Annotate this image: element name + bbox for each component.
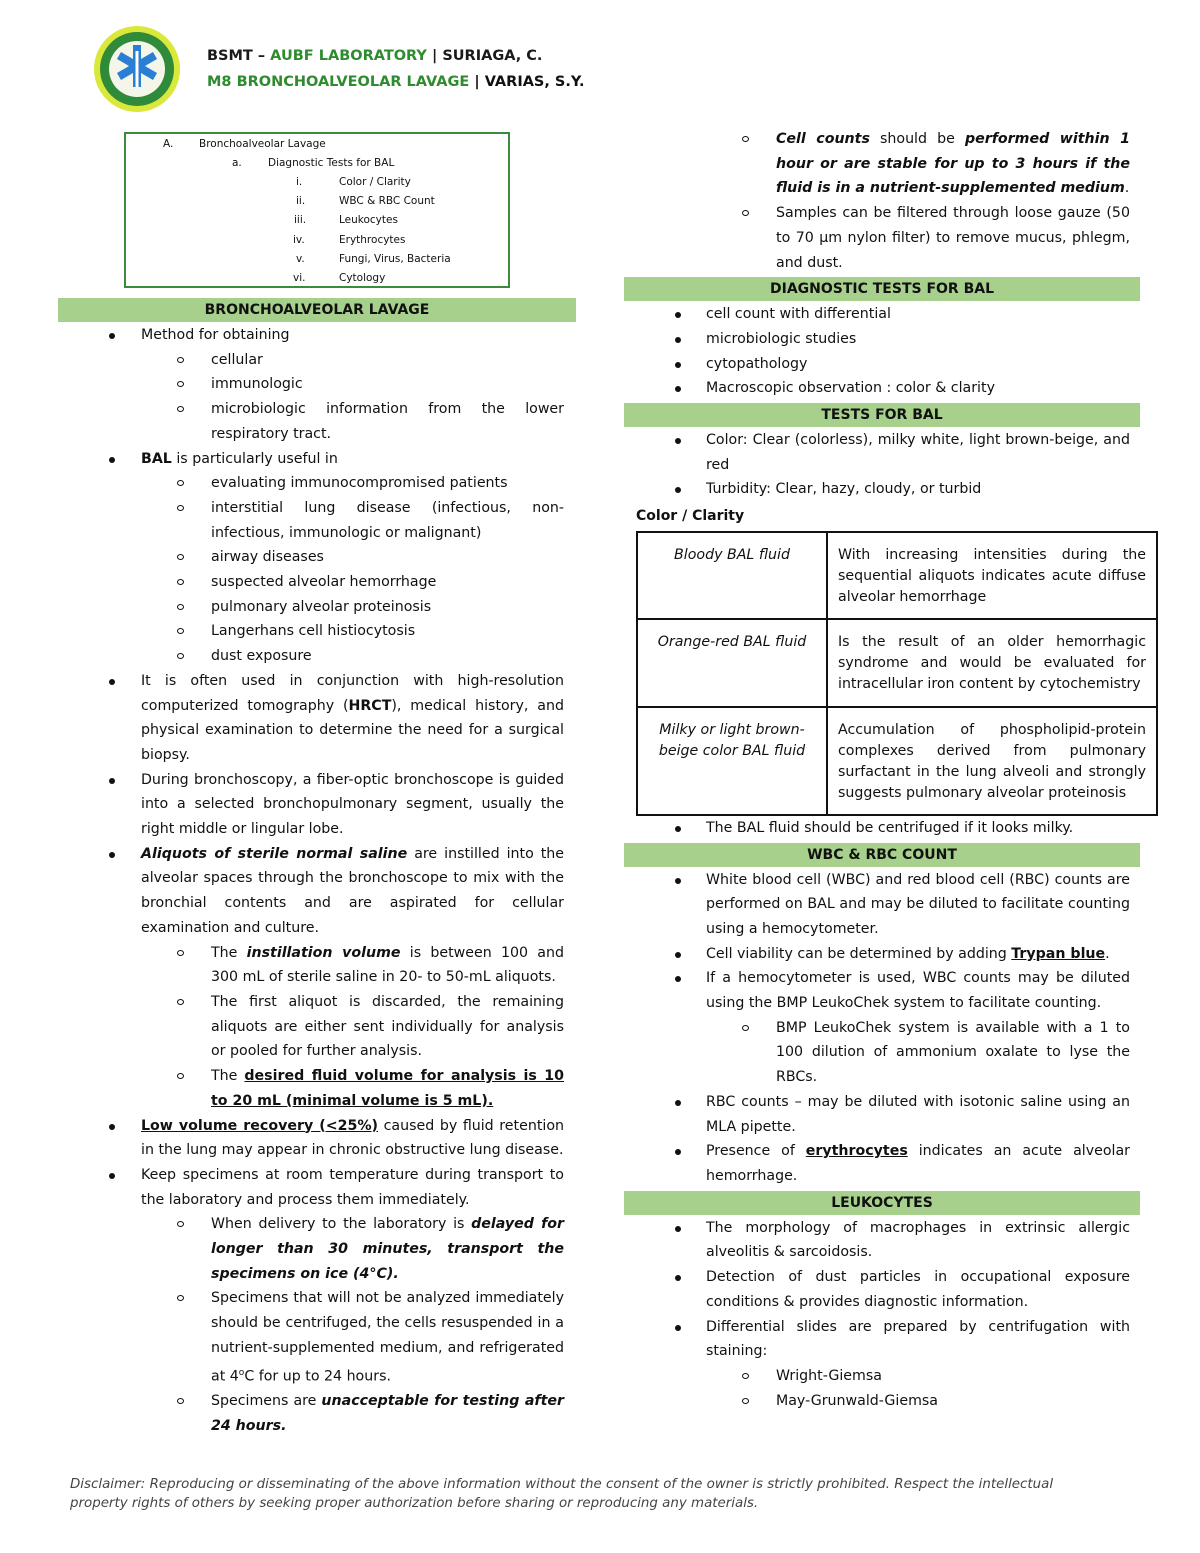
table-row: Orange-red BAL fluid Is the result of an older hemorrhagic syndrome and would be evaluated for intracellular iron content by cytochemistry	[637, 619, 1157, 707]
list-item: If a hemocytometer is used, WBC counts may be diluted using the BMP LeukoChek system to facilitate counting.	[624, 966, 1140, 1015]
list-item: Wright-Giemsa	[624, 1364, 1140, 1389]
list-item: Langerhans cell histiocytosis	[58, 619, 576, 644]
list-item: Low volume recovery (<25%) caused by fluid retention in the lung may appear in chronic obstructive lung disease.	[58, 1114, 576, 1163]
list-item: The BAL fluid should be centrifuged if it looks milky.	[624, 816, 1140, 841]
list-item: The desired fluid volume for analysis is 10 to 20 mL (minimal volume is 5 mL).	[58, 1064, 576, 1113]
list-item: Specimens are unacceptable for testing after 24 hours.	[58, 1389, 576, 1438]
list-item: pulmonary alveolar proteinosis	[58, 595, 576, 620]
list-item: It is often used in conjunction with high-resolution computerized tomography (HRCT), medical history, and physical examination to determine the need for a surgical biopsy.	[58, 669, 576, 768]
left-column	[58, 296, 576, 1438]
list-item: During bronchoscopy, a fiber-optic bronchoscope is guided into a selected bronchopulmonary segment, usually the right middle or lingular lobe.	[58, 768, 576, 842]
list-item: Keep specimens at room temperature during transport to the laboratory and process them immediately.	[58, 1163, 576, 1212]
list-item: evaluating immunocompromised patients	[58, 471, 576, 496]
list-item: The instillation volume is between 100 and 300 mL of sterile saline in 20- to 50-mL aliquots.	[58, 941, 576, 990]
list-item: BMP LeukoChek system is available with a 1 to 100 dilution of ammonium oxalate to lyse the RBCs.	[624, 1016, 1140, 1090]
header-line-1: BSMT – AUBF LABORATORY | SURIAGA, C.	[207, 48, 543, 64]
section-heading-diagnostic: DIAGNOSTIC TESTS FOR BAL	[624, 277, 1140, 301]
list-item: airway diseases	[58, 545, 576, 570]
list-item: Macroscopic observation : color & clarity	[624, 376, 1140, 401]
list-item: Color: Clear (colorless), milky white, light brown-beige, and red	[624, 428, 1140, 477]
table-of-contents: A. Bronchoalveolar Lavage a. Diagnostic Tests for BAL i. Color / Clarity ii. WBC & RBC Count iii. Leukocytes iv. Erythrocytes v. Fungi, Virus, Bacteria vi. Cytology	[124, 132, 510, 288]
disclaimer: Disclaimer: Reproducing or disseminating of the above information without the consent of the owner is strictly prohibited. Respect the intellectual property rights of others by seeking proper authorization before sharing or reproducing any materials.	[70, 1477, 1054, 1511]
list-item: Turbidity: Clear, hazy, cloudy, or turbid	[624, 477, 1140, 502]
list-item: RBC counts – may be diluted with isotonic saline using an MLA pipette.	[624, 1090, 1140, 1139]
list-item: White blood cell (WBC) and red blood cell (RBC) counts are performed on BAL and may be diluted to facilitate counting using a hemocytometer.	[624, 868, 1140, 942]
list-item: When delivery to the laboratory is delayed for longer than 30 minutes, transport the specimens on ice (4°C).	[58, 1212, 576, 1286]
list-item: dust exposure	[58, 644, 576, 669]
list-item: Cell viability can be determined by adding Trypan blue.	[624, 942, 1140, 967]
list-item: interstitial lung disease (infectious, non-infectious, immunologic or malignant)	[58, 496, 576, 545]
list-item: microbiologic information from the lower respiratory tract.	[58, 397, 576, 446]
color-clarity-label: Color / Clarity	[636, 508, 745, 525]
list-item: cell count with differential	[624, 302, 1140, 327]
list-item: suspected alveolar hemorrhage	[58, 570, 576, 595]
list-item: Differential slides are prepared by centrifugation with staining:	[624, 1315, 1140, 1364]
section-heading-tests: TESTS FOR BAL	[624, 403, 1140, 427]
list-item: cellular	[58, 348, 576, 373]
table-row: Bloody BAL fluid With increasing intensities during the sequential aliquots indicates acute diffuse alveolar hemorrhage	[637, 532, 1157, 619]
list-item: immunologic	[58, 372, 576, 397]
list-item: Detection of dust particles in occupational exposure conditions & provides diagnostic information.	[624, 1265, 1140, 1314]
color-clarity-table	[636, 531, 1158, 816]
list-item: The morphology of macrophages in extrinsic allergic alveolitis & sarcoidosis.	[624, 1216, 1140, 1265]
section-heading-leukocytes: LEUKOCYTES	[624, 1191, 1140, 1215]
section-heading-wbc-rbc: WBC & RBC COUNT	[624, 843, 1140, 867]
list-item: Cell counts should be performed within 1 hour or are stable for up to 3 hours if the fluid is in a nutrient-supplemented medium.	[624, 127, 1140, 201]
table-row: Milky or light brown-beige color BAL fluid Accumulation of phospholipid-protein complexes derived from pulmonary surfactant in the lung alveoli and strongly suggests pulmonary alveolar proteinosis	[637, 707, 1157, 815]
list-item: Specimens that will not be analyzed immediately should be centrifuged, the cells resuspended in a nutrient-supplemented medium, and refrigerated at 4$^o$C for up to 24 hours.	[58, 1286, 576, 1389]
list-item: microbiologic studies	[624, 327, 1140, 352]
list-item: May-Grunwald-Giemsa	[624, 1389, 1140, 1414]
list-item: The first aliquot is discarded, the remaining aliquots are either sent individually for analysis or pooled for further analysis.	[58, 990, 576, 1064]
list-item: BAL is particularly useful in	[58, 447, 576, 472]
list-item: cytopathology	[624, 352, 1140, 377]
school-seal-logo	[93, 25, 181, 113]
list-item: Samples can be filtered through loose gauze (50 to 70 μm nylon filter) to remove mucus, phlegm, and dust.	[624, 201, 1140, 275]
right-column	[624, 127, 1146, 1413]
header-line-2: M8 BRONCHOALVEOLAR LAVAGE | VARIAS, S.Y.	[207, 74, 585, 90]
list-item: Method for obtaining	[58, 323, 576, 348]
list-item: Presence of erythrocytes indicates an acute alveolar hemorrhage.	[624, 1139, 1140, 1188]
list-item: Aliquots of sterile normal saline are instilled into the alveolar spaces through the bronchoscope to mix with the bronchial contents and are aspirated for cellular examination and culture.	[58, 842, 576, 941]
section-heading-bal: BRONCHOALVEOLAR LAVAGE	[58, 298, 576, 322]
